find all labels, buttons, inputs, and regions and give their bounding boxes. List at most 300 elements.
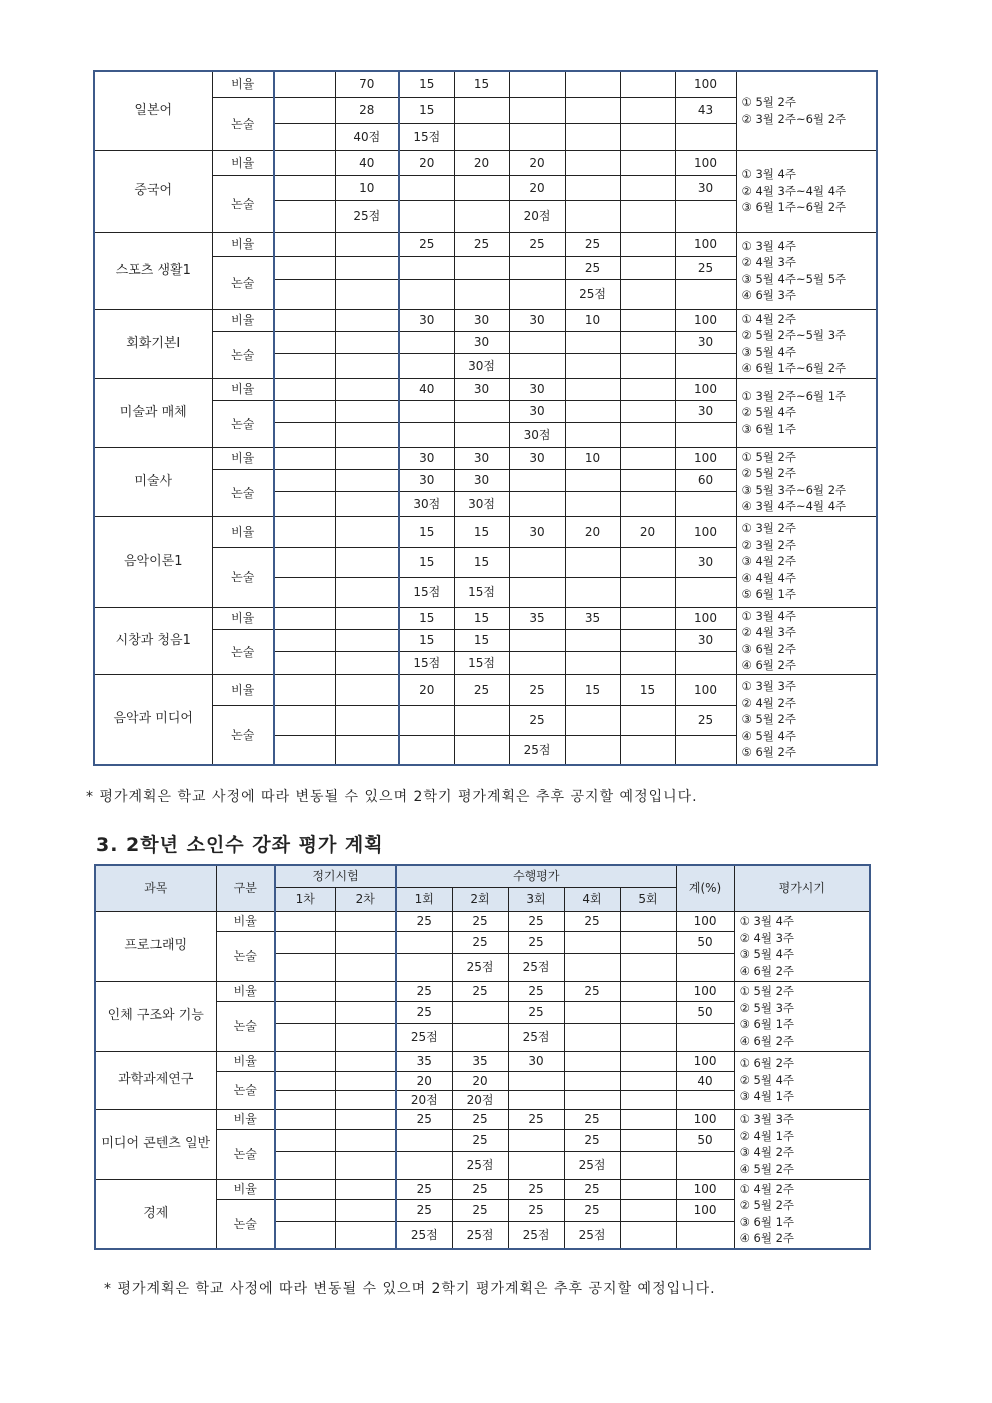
essay-cell: [274, 400, 335, 422]
schedule-item: ③ 4월 2주: [741, 554, 796, 569]
schedule-item: ④ 6월 2주: [739, 1033, 795, 1048]
points-cell: 15점: [454, 577, 509, 607]
essay-cell: [509, 469, 565, 491]
ratio-cell: 25: [396, 1109, 452, 1129]
schedule-item: ④ 6월 2주: [739, 1231, 795, 1246]
ratio-label: 비율: [212, 232, 274, 256]
ratio-cell: [509, 71, 565, 97]
ratio-label: 비율: [216, 1051, 275, 1071]
essay-label: 논술: [212, 705, 274, 765]
points-cell: [620, 1023, 676, 1051]
points-cell: 20점: [452, 1090, 508, 1109]
schedule-item: ③ 6월 1주: [739, 1017, 795, 1031]
points-cell: [620, 491, 675, 516]
schedule-item: ① 3월 4주: [741, 238, 796, 253]
subject-cell: 미디어 콘텐츠 일반: [95, 1109, 216, 1179]
ratio-cell: 20: [399, 674, 454, 705]
ratio-cell: [274, 674, 335, 705]
essay-cell: 50: [676, 1001, 734, 1023]
essay-cell: [508, 1129, 564, 1151]
essay-cell: [565, 547, 620, 577]
essay-cell: [454, 175, 509, 200]
points-cell: [335, 1023, 396, 1051]
points-cell: [676, 1090, 734, 1109]
ratio-cell: [275, 1051, 335, 1071]
points-cell: 25점: [452, 1221, 508, 1249]
schedule-item: ② 3월 2주~6월 2주: [741, 111, 847, 126]
essay-cell: [399, 400, 454, 422]
points-cell: [675, 651, 736, 674]
header-regular-2: 2차: [335, 887, 396, 911]
schedule-item: ④ 6월 1주~6월 2주: [741, 361, 847, 375]
essay-cell: [274, 629, 335, 651]
subject-cell: 음악과 미디어: [94, 674, 212, 765]
essay-cell: 60: [675, 469, 736, 491]
essay-cell: [509, 256, 565, 279]
essay-cell: [564, 931, 620, 953]
ratio-cell: [564, 1051, 620, 1071]
essay-cell: [620, 469, 675, 491]
essay-cell: [565, 175, 620, 200]
ratio-cell: [565, 150, 620, 175]
essay-label: 논술: [216, 1071, 275, 1109]
ratio-cell: [620, 1179, 676, 1199]
ratio-cell: 30: [454, 378, 509, 400]
ratio-cell: [620, 1109, 676, 1129]
essay-cell: [454, 400, 509, 422]
points-cell: [396, 1151, 452, 1179]
schedule-cell: [736, 516, 877, 607]
points-cell: [675, 577, 736, 607]
schedule-item: ③ 5월 4주: [739, 947, 795, 961]
ratio-cell: 35: [565, 607, 620, 629]
essay-cell: 15: [454, 629, 509, 651]
essay-cell: [620, 400, 675, 422]
points-cell: [452, 1023, 508, 1051]
header-subject: 과목: [95, 865, 216, 911]
header-perf-2: 2회: [452, 887, 508, 911]
section-title: 3. 2학년 소인수 강좌 평가 계획: [96, 834, 384, 856]
header-timing: 평가시기: [734, 865, 870, 911]
ratio-cell: [335, 1179, 396, 1199]
points-cell: 30점: [509, 422, 565, 447]
ratio-cell: [274, 447, 335, 469]
essay-cell: [335, 1001, 396, 1023]
points-cell: [620, 577, 675, 607]
ratio-cell: 25: [508, 1109, 564, 1129]
points-cell: [676, 1151, 734, 1179]
schedule-cell: [734, 1051, 870, 1109]
schedule-item: ② 5월 2주: [741, 466, 796, 480]
essay-cell: [620, 931, 676, 953]
essay-cell: [620, 1129, 676, 1151]
points-cell: 25점: [396, 1221, 452, 1249]
points-cell: [274, 422, 335, 447]
ratio-label: 비율: [212, 674, 274, 705]
essay-label: 논술: [216, 1129, 275, 1179]
ratio-cell: 25: [564, 1109, 620, 1129]
essay-label: 논술: [212, 629, 274, 674]
ratio-cell: 25: [396, 1179, 452, 1199]
points-cell: 25점: [452, 953, 508, 981]
essay-cell: 25: [396, 1199, 452, 1221]
points-cell: 15점: [399, 577, 454, 607]
ratio-cell: [335, 378, 399, 400]
ratio-cell: 25: [508, 981, 564, 1001]
schedule-item: ① 3월 2주~6월 1주: [741, 388, 847, 403]
points-cell: [274, 123, 335, 150]
points-cell: [509, 123, 565, 150]
ratio-cell: [335, 674, 399, 705]
points-cell: [399, 279, 454, 309]
table-row: [94, 516, 877, 547]
essay-label: 논술: [212, 256, 274, 309]
points-cell: [396, 953, 452, 981]
points-cell: [335, 422, 399, 447]
points-cell: [675, 353, 736, 378]
ratio-cell: 25: [509, 232, 565, 256]
ratio-cell: 100: [675, 607, 736, 629]
ratio-cell: 30: [508, 1051, 564, 1071]
ratio-label: 비율: [212, 309, 274, 331]
essay-label: 논술: [212, 97, 274, 150]
ratio-cell: 40: [399, 378, 454, 400]
points-cell: 25점: [564, 1151, 620, 1179]
essay-cell: 15: [399, 629, 454, 651]
ratio-cell: 30: [509, 447, 565, 469]
points-cell: [509, 353, 565, 378]
essay-cell: [565, 331, 620, 353]
points-cell: [508, 1090, 564, 1109]
schedule-cell: [736, 232, 877, 309]
essay-cell: [620, 547, 675, 577]
points-cell: [620, 200, 675, 232]
ratio-cell: [620, 309, 675, 331]
ratio-cell: 100: [675, 674, 736, 705]
ratio-cell: 25: [396, 911, 452, 931]
essay-cell: 20: [509, 175, 565, 200]
ratio-cell: 30: [399, 447, 454, 469]
essay-cell: 40: [676, 1071, 734, 1090]
essay-cell: [399, 175, 454, 200]
essay-cell: 15: [399, 547, 454, 577]
schedule-item: ④ 5월 4주: [741, 728, 796, 743]
points-cell: [335, 651, 399, 674]
essay-cell: [509, 629, 565, 651]
ratio-cell: [335, 232, 399, 256]
points-cell: [509, 491, 565, 516]
essay-cell: 25: [565, 256, 620, 279]
table-row: [95, 1179, 870, 1199]
ratio-cell: [565, 378, 620, 400]
ratio-cell: 100: [675, 309, 736, 331]
ratio-cell: [275, 1179, 335, 1199]
points-cell: 20점: [509, 200, 565, 232]
ratio-cell: 30: [454, 309, 509, 331]
points-cell: [274, 577, 335, 607]
points-cell: [565, 353, 620, 378]
subject-cell: 중국어: [94, 150, 212, 232]
ratio-cell: 25: [452, 981, 508, 1001]
table-row: [94, 150, 877, 175]
evaluation-note-2: * 평가계획은 학교 사정에 따라 변동될 수 있으며 2학기 평가계획은 추후 공지할 예정입니다.: [104, 1281, 716, 1297]
essay-cell: 30: [675, 400, 736, 422]
points-cell: [335, 953, 396, 981]
points-cell: 20점: [396, 1090, 452, 1109]
essay-label: 논술: [212, 547, 274, 607]
essay-cell: [620, 629, 675, 651]
essay-label: 논술: [216, 1199, 275, 1249]
ratio-cell: 25: [454, 232, 509, 256]
ratio-cell: 25: [454, 674, 509, 705]
schedule-item: ② 4월 2주: [741, 695, 796, 710]
essay-cell: 25: [564, 1129, 620, 1151]
essay-label: 논술: [212, 331, 274, 378]
points-cell: [620, 1151, 676, 1179]
schedule-cell: [736, 71, 877, 150]
minor-course-evaluation-table: [94, 864, 871, 1250]
points-cell: [564, 1023, 620, 1051]
ratio-cell: 70: [335, 71, 399, 97]
essay-cell: 30: [454, 331, 509, 353]
essay-cell: [399, 705, 454, 735]
ratio-cell: 25: [508, 1179, 564, 1199]
header-perf-3: 3회: [508, 887, 564, 911]
schedule-item: ② 5월 2주~5월 3주: [741, 328, 847, 342]
ratio-cell: 25: [452, 911, 508, 931]
essay-cell: 25: [452, 1129, 508, 1151]
ratio-cell: [335, 309, 399, 331]
essay-cell: [509, 97, 565, 123]
table-row: [94, 378, 877, 400]
ratio-cell: 25: [396, 981, 452, 1001]
points-cell: [675, 279, 736, 309]
essay-cell: [275, 1071, 335, 1090]
ratio-label: 비율: [216, 911, 275, 931]
points-cell: [564, 953, 620, 981]
points-cell: [565, 422, 620, 447]
ratio-cell: 25: [564, 911, 620, 931]
ratio-cell: 35: [509, 607, 565, 629]
ratio-cell: 100: [676, 911, 734, 931]
essay-cell: 25: [396, 1001, 452, 1023]
schedule-item: ① 4월 2주: [739, 1181, 795, 1196]
essay-cell: [620, 1001, 676, 1023]
schedule-item: ③ 6월 1주~6월 2주: [741, 200, 847, 215]
ratio-label: 비율: [212, 150, 274, 175]
ratio-cell: 20: [399, 150, 454, 175]
essay-cell: [564, 1001, 620, 1023]
points-cell: [565, 491, 620, 516]
essay-cell: [399, 256, 454, 279]
points-cell: [335, 1090, 396, 1109]
essay-cell: [335, 256, 399, 279]
header-kind: 구분: [216, 865, 275, 911]
points-cell: [454, 735, 509, 765]
header-regular-exam: 정기시험: [275, 865, 396, 887]
points-cell: [454, 123, 509, 150]
points-cell: [676, 953, 734, 981]
essay-cell: [274, 331, 335, 353]
essay-cell: [565, 469, 620, 491]
schedule-item: ④ 5월 2주: [739, 1161, 795, 1176]
table-row: [94, 232, 877, 256]
ratio-cell: 35: [452, 1051, 508, 1071]
essay-cell: 30: [454, 469, 509, 491]
essay-cell: [565, 629, 620, 651]
essay-cell: [275, 1001, 335, 1023]
subject-cell: 회화기본Ⅰ: [94, 309, 212, 378]
subject-cell: 미술과 매체: [94, 378, 212, 447]
ratio-cell: 25: [399, 232, 454, 256]
essay-cell: [620, 705, 675, 735]
essay-cell: [620, 331, 675, 353]
subject-cell: 음악이론1: [94, 516, 212, 607]
ratio-cell: 15: [399, 607, 454, 629]
ratio-cell: 10: [565, 447, 620, 469]
ratio-cell: 30: [399, 309, 454, 331]
schedule-cell: [736, 674, 877, 765]
essay-cell: 25: [509, 705, 565, 735]
ratio-label: 비율: [212, 71, 274, 97]
essay-cell: [454, 256, 509, 279]
ratio-label: 비율: [216, 1179, 275, 1199]
essay-cell: 50: [676, 931, 734, 953]
points-cell: 25점: [452, 1151, 508, 1179]
schedule-item: ③ 6월 1주: [739, 1214, 795, 1229]
essay-cell: [565, 97, 620, 123]
essay-cell: [335, 1129, 396, 1151]
points-cell: 30점: [454, 491, 509, 516]
ratio-cell: 25: [564, 981, 620, 1001]
points-cell: 25점: [335, 200, 399, 232]
points-cell: [454, 279, 509, 309]
schedule-item: ① 3월 3주: [739, 1112, 795, 1126]
essay-cell: [335, 331, 399, 353]
ratio-label: 비율: [212, 378, 274, 400]
table-row: [94, 71, 877, 97]
ratio-cell: [620, 1051, 676, 1071]
essay-cell: 30: [675, 331, 736, 353]
schedule-item: ② 3월 2주: [741, 537, 796, 552]
ratio-cell: 15: [454, 516, 509, 547]
essay-cell: 30: [399, 469, 454, 491]
essay-label: 논술: [212, 469, 274, 516]
essay-cell: [274, 547, 335, 577]
ratio-cell: [275, 911, 335, 931]
essay-cell: [620, 256, 675, 279]
ratio-cell: 20: [509, 150, 565, 175]
schedule-cell: [734, 911, 870, 981]
essay-cell: [620, 1199, 676, 1221]
essay-cell: 20: [396, 1071, 452, 1090]
schedule-item: ④ 4월 4주: [741, 570, 796, 585]
schedule-item: ③ 4월 1주: [739, 1089, 795, 1104]
points-cell: [675, 491, 736, 516]
ratio-cell: 100: [675, 71, 736, 97]
essay-cell: 25: [564, 1199, 620, 1221]
essay-cell: [508, 1071, 564, 1090]
points-cell: [675, 200, 736, 232]
ratio-cell: 30: [454, 447, 509, 469]
schedule-item: ⑤ 6월 1주: [741, 587, 796, 602]
points-cell: [620, 1090, 676, 1109]
schedule-item: ① 6월 2주: [739, 1056, 795, 1071]
schedule-item: ② 5월 4주: [741, 405, 796, 420]
ratio-cell: 25: [452, 1179, 508, 1199]
ratio-cell: [335, 447, 399, 469]
ratio-cell: 100: [676, 1051, 734, 1071]
schedule-item: ③ 5월 3주~6월 2주: [741, 482, 847, 497]
essay-cell: 25: [452, 931, 508, 953]
schedule-cell: [736, 447, 877, 516]
schedule-item: ⑤ 6월 2주: [741, 745, 796, 759]
essay-cell: 100: [676, 1199, 734, 1221]
ratio-cell: 15: [620, 674, 675, 705]
points-cell: [275, 1023, 335, 1051]
ratio-cell: 30: [509, 516, 565, 547]
schedule-item: ① 3월 2주: [741, 521, 796, 536]
essay-cell: [565, 705, 620, 735]
points-cell: [274, 279, 335, 309]
points-cell: [675, 735, 736, 765]
ratio-cell: 10: [565, 309, 620, 331]
header-perf-1: 1회: [396, 887, 452, 911]
points-cell: 25점: [564, 1221, 620, 1249]
essay-cell: 28: [335, 97, 399, 123]
schedule-item: ① 4월 2주: [741, 311, 796, 326]
ratio-cell: 15: [454, 71, 509, 97]
table-row: [94, 447, 877, 469]
points-cell: [275, 953, 335, 981]
ratio-cell: [620, 981, 676, 1001]
points-cell: [620, 353, 675, 378]
schedule-item: ① 5월 2주: [741, 95, 796, 110]
subject-cell: 과학과제연구: [95, 1051, 216, 1109]
table-row: [95, 1109, 870, 1129]
ratio-cell: [335, 1051, 396, 1071]
schedule-item: ② 4월 3주: [741, 255, 796, 269]
ratio-cell: 20: [565, 516, 620, 547]
table-row: [95, 911, 870, 931]
essay-cell: [565, 400, 620, 422]
essay-cell: [275, 1199, 335, 1221]
essay-cell: [335, 1071, 396, 1090]
points-cell: [564, 1090, 620, 1109]
points-cell: [274, 491, 335, 516]
ratio-cell: 35: [396, 1051, 452, 1071]
points-cell: [565, 577, 620, 607]
evaluation-note: * 평가계획은 학교 사정에 따라 변동될 수 있으며 2학기 평가계획은 추후 공지할 예정입니다.: [86, 789, 698, 805]
table-row: [95, 981, 870, 1001]
essay-cell: [274, 175, 335, 200]
ratio-cell: 30: [509, 309, 565, 331]
ratio-label: 비율: [216, 981, 275, 1001]
header-performance: 수행평가: [396, 865, 676, 887]
essay-cell: [620, 175, 675, 200]
ratio-cell: [274, 607, 335, 629]
essay-cell: [335, 629, 399, 651]
ratio-label: 비율: [216, 1109, 275, 1129]
points-cell: [620, 422, 675, 447]
points-cell: [675, 422, 736, 447]
schedule-cell: [734, 981, 870, 1051]
evaluation-table-continued: [93, 70, 878, 766]
points-cell: 25점: [508, 953, 564, 981]
schedule-item: ① 5월 2주: [739, 984, 795, 998]
schedule-item: ④ 3월 4주~4월 4주: [741, 499, 847, 513]
ratio-cell: [620, 150, 675, 175]
